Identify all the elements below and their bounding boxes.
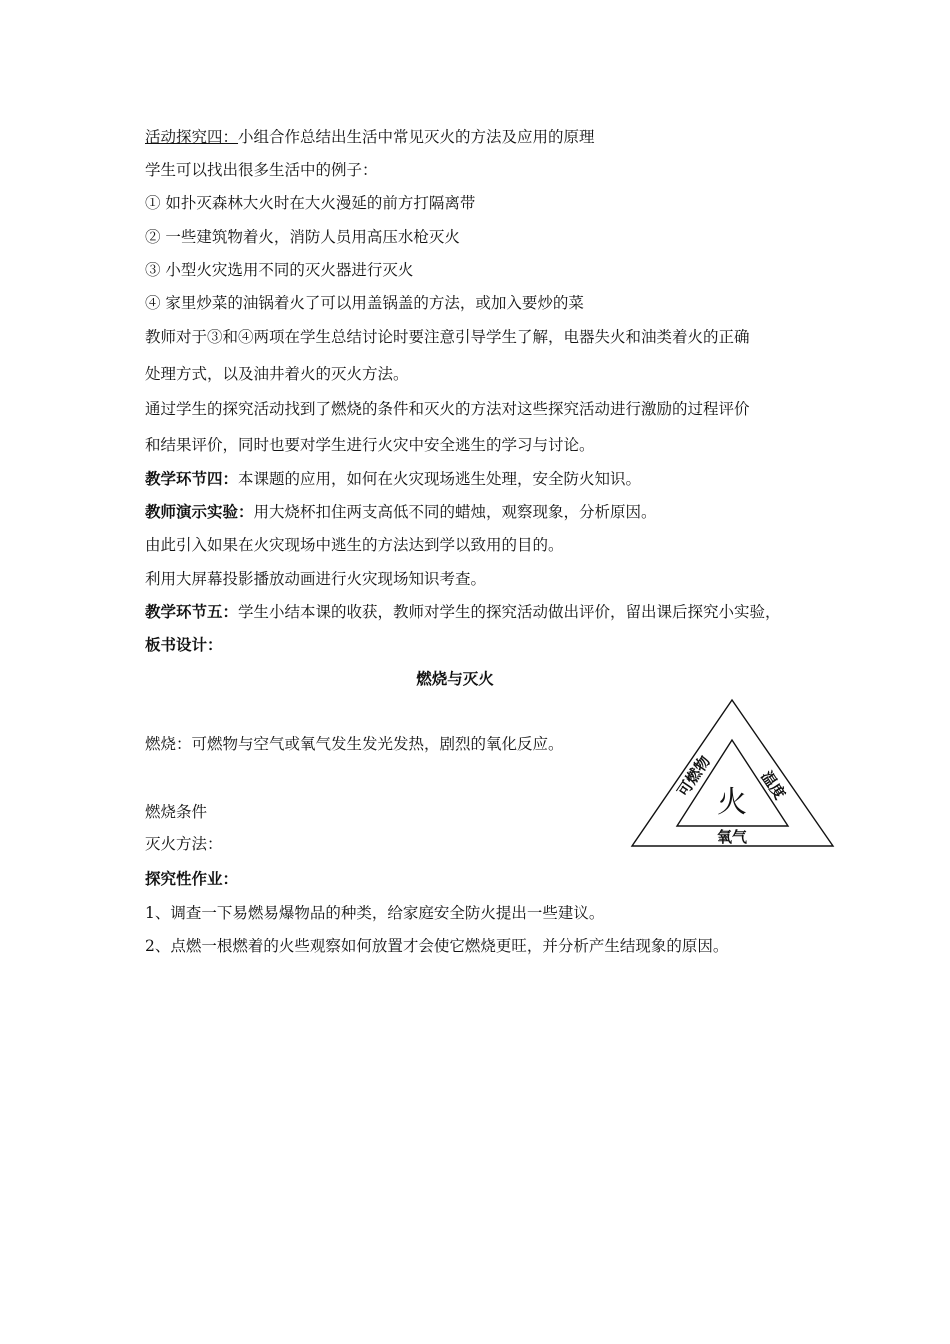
step5-line (145, 601, 781, 623)
activity4-label: 活动探究四： (145, 128, 239, 146)
homework-item-2: 2、点燃一根燃着的火些观察如何放置才会使它燃烧更旺，并分析产生结现象的原因。 (145, 937, 729, 955)
step4-label: 教学环节四： (145, 470, 239, 488)
methods-text: 灭火方法： (145, 835, 223, 853)
center-fire-text: 火 (717, 785, 747, 820)
step5-text: 学生小结本课的收获，教师对学生的探究活动做出评价，留出课后探究小实验， (238, 603, 781, 621)
example-4: ④ 家里炒菜的油锅着火了可以用盖锅盖的方法，或加入要炒的菜 (145, 294, 584, 312)
example-3: ③ 小型火灾选用不同的灭火器进行灭火 (145, 261, 414, 279)
demo-text: 用大烧杯扣住两支高低不同的蜡烛，观察现象，分析原因。 (253, 503, 657, 521)
step4-text: 本课题的应用，如何在火灾现场逃生处理，安全防火知识。 (238, 470, 642, 488)
step5-label: 教学环节五： (145, 603, 239, 621)
homework-item-1: 1、调查一下易燃易爆物品的种类，给家庭安全防火提出一些建议。 (145, 904, 605, 922)
outer-triangle (632, 700, 833, 846)
activity4-text: 小组合作总结出生活中常见灭火的方法及应用的原理 (238, 128, 595, 146)
example-1: ① 如扑灭森林大火时在大火漫延的前方打隔离带 (145, 194, 476, 212)
summary-line1: 通过学生的探究活动找到了燃烧的条件和灭火的方法对这些探究活动进行激励的过程评价 (145, 400, 750, 418)
lead-in-text: 由此引入如果在火灾现场中逃生的方法达到学以致用的目的。 (145, 536, 564, 554)
board-title: 燃烧与灭火 (416, 670, 494, 688)
demo-line (145, 501, 657, 523)
oxygen-label: 氧气 (716, 828, 748, 846)
activity4-line (145, 126, 595, 148)
summary-line2: 和结果评价，同时也要对学生进行火灾中安全逃生的学习与讨论。 (145, 436, 595, 454)
definition-text: 燃烧：可燃物与空气或氧气发生发光发热，剧烈的氧化反应。 (145, 735, 564, 753)
step4-line (145, 468, 641, 490)
fire-triangle-diagram (628, 695, 838, 853)
screen-text: 利用大屏幕投影播放动画进行火灾现场知识考查。 (145, 570, 487, 588)
board-label: 板书设计： (145, 636, 223, 654)
demo-label: 教师演示实验： (145, 503, 254, 521)
example-2: ② 一些建筑物着火，消防人员用高压水枪灭火 (145, 228, 460, 246)
homework-label: 探究性作业： (145, 870, 239, 888)
intro-text: 学生可以找出很多生活中的例子： (145, 161, 378, 179)
temperature-label: 温度 (757, 767, 789, 803)
conditions-text: 燃烧条件 (145, 803, 208, 821)
fuel-label: 可燃物 (673, 752, 714, 800)
teacher-note-line1: 教师对于③和④两项在学生总结讨论时要注意引导学生了解，电器失火和油类着火的正确 (145, 328, 750, 346)
teacher-note-line2: 处理方式，以及油井着火的灭火方法。 (145, 365, 409, 383)
